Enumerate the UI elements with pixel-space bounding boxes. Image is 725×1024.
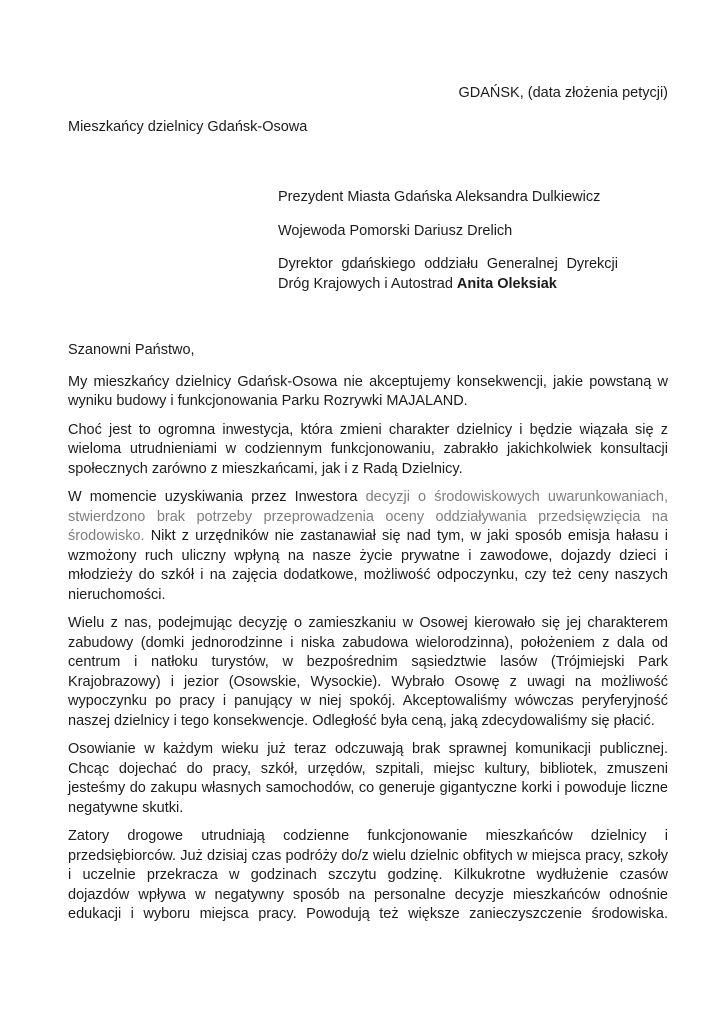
paragraph-3-segment-normal-2: Nikt z urzędników nie zastanawiał się nad tym, w jaki sposób emisja hałasu i wzmożony ruch uliczny wpłyną na nasze życie prywatne i zawodowe, dojazdy dzieci i młodzieży do szkół i na zajęcia dodatkowe, możliwość odpoczynku, czy też ceny naszych nieruchomości. [68, 528, 668, 603]
recipient-gddkia-director [278, 255, 618, 294]
dateline: GDAŃSK, (data złożenia petycji) [458, 85, 668, 101]
environmental-decision-muted-text: decyzji o środowiskowych uwarunkowaniach, stwierdzono brak potrzeby przeprowadzenia oceny oddziaływania przedsięwzięcia na środowisko. [68, 489, 668, 544]
paragraph-3-segment-normal: W momencie uzyskiwania przez Inwestora [68, 489, 366, 505]
recipients-block [278, 188, 618, 294]
body-paragraph-5: Osowianie w każdym wieku już teraz odczuwają brak sprawnej komunikacji publicznej. Chcąc dojechać do pracy, szkół, urzędów, szpitali, miejsc kultury, bibliotek, zmuszeni jesteśmy do zakupu własnych samochodów, co generuje gigantyczne korki i powoduje liczne negatywne skutki. [68, 741, 668, 816]
body-paragraph-6: Zatory drogowe utrudniają codzienne funkcjonowanie mieszkańców dzielnicy i przedsiębiorców. Już dzisiaj czas podróży do/z wielu dzielnic obfitych w miejsca pracy, szkoły i uczelnie przekracza w godzinach szczytu godzinę. Kilkukrotne wydłużenie czasów dojazdów wpływa w negatywny sposób na personalne decyzje mieszkańców odnośnie edukacji i wyboru miejsca pracy. Powodują też większe zanieczyszczenie środowiska. [68, 828, 668, 922]
body-paragraph-2: Choć jest to ogromna inwestycja, która zmieni charakter dzielnicy i będzie wiązała się z wieloma utrudnieniami w codziennym funkcjonowaniu, zabrakło jakichkolwiek konsultacji społecznych zarówno z mieszkańcami, jak i z Radą Dzielnicy. [68, 421, 668, 477]
sender-line: Mieszkańcy dzielnicy Gdańsk-Osowa [68, 118, 308, 135]
salutation: Szanowni Państwo, [68, 342, 195, 358]
recipient-title: Dyrektor gdańskiego oddziału Generalnej Dyrekcji Dróg Krajowych i Autostrad [278, 256, 618, 292]
body-paragraph-4: Wielu z nas, podejmując decyzję o zamieszkaniu w Osowej kierowało się jej charakterem zabudowy (domki jednorodzinne i niska zabudowa wielorodzinna), położeniem z dala od centrum i natłoku turystów, w bezpośrednim sąsiedztwie lasów (Trójmiejski Park Krajobrazowy) i jezior (Osowskie, Wysockie). Wybrało Osowę z uwagi na możliwość wypoczynku po pracy i panujący w niej spokój. Akceptowaliśmy wówczas peryferyjność naszej dzielnicy i tego konsekwencje. Odległość była ceną, jaką zdecydowaliśmy się płacić. [68, 615, 668, 729]
body-paragraph-3 [68, 488, 668, 605]
recipient-mayor: Prezydent Miasta Gdańska Aleksandra Dulkiewicz [278, 189, 601, 205]
body-paragraph-1: My mieszkańcy dzielnicy Gdańsk-Osowa nie akceptujemy konsekwencji, jakie powstaną w wyniku budowy i funkcjonowania Parku Rozrywki MAJALAND. [68, 373, 668, 409]
recipient-voivode: Wojewoda Pomorski Dariusz Drelich [278, 222, 513, 239]
recipient-name: Anita Oleksiak [456, 275, 557, 292]
